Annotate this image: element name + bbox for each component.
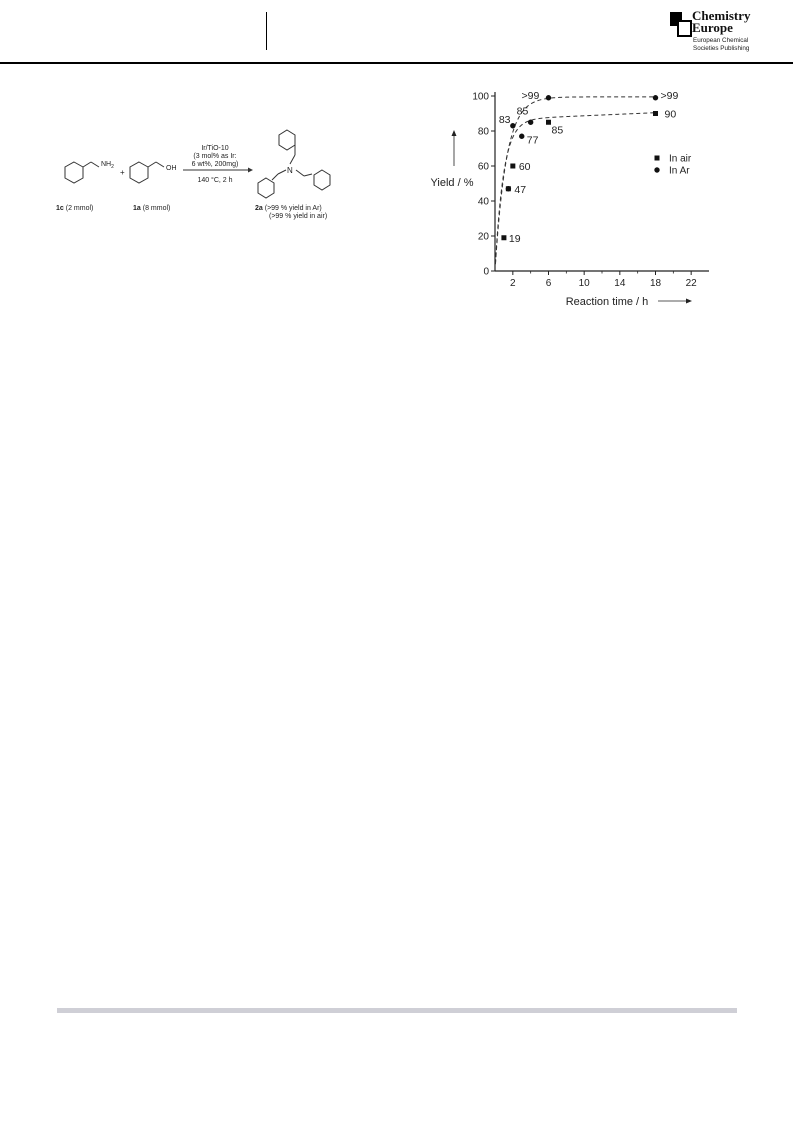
air-point	[546, 120, 551, 125]
data-label: 77	[526, 134, 539, 147]
x-tick-label: 22	[685, 278, 697, 289]
hydroxyl-group: OH	[166, 165, 177, 172]
x-tick-label: 18	[649, 278, 662, 289]
benzene-ring-1a	[130, 162, 148, 183]
catalyst-detail-2: 6 wt%, 200mg)	[191, 161, 239, 168]
y-direction-arrow-head	[452, 130, 457, 136]
header-divider	[266, 12, 267, 50]
chemistry-europe-logo[interactable]	[668, 10, 778, 56]
air-point	[653, 111, 658, 116]
y-tick-label: 40	[477, 196, 489, 208]
data-label: >99	[660, 89, 679, 102]
footer-separator	[57, 1008, 737, 1013]
nitrogen-atom: N	[287, 166, 293, 175]
arrow-head	[248, 168, 253, 173]
ar-point	[510, 123, 515, 128]
ar-point	[519, 134, 524, 139]
ar-point	[506, 186, 511, 191]
chart-axes	[452, 89, 710, 304]
y-tick-label: 80	[477, 126, 489, 138]
air-point	[510, 164, 515, 169]
ar-point	[528, 120, 533, 125]
reactant1-label: 1c (2 mmol)	[56, 205, 94, 212]
chart-legend	[654, 154, 692, 177]
product-label: 2a (>99 % yield in Ar)	[255, 205, 322, 212]
data-label: 19	[508, 232, 521, 245]
data-label: 90	[664, 108, 677, 121]
air-point	[501, 235, 506, 240]
benzene-ring-left	[258, 178, 274, 198]
x-direction-arrow-head	[686, 299, 692, 304]
data-label: 85	[516, 105, 529, 118]
x-axis-label: Reaction time / h	[565, 296, 649, 308]
legend-entry: In Ar	[669, 165, 690, 177]
legend-marker-in-air	[655, 156, 660, 161]
reactant2-label: 1a (8 mmol)	[133, 205, 171, 212]
benzene-ring-top	[279, 130, 295, 150]
x-tick-label: 2	[510, 278, 516, 289]
reaction-scheme	[50, 118, 390, 238]
catalyst-name: Ir/TiO-10	[201, 145, 229, 152]
data-label: >99	[521, 89, 540, 102]
benzene-ring-right	[314, 170, 330, 190]
reaction-conditions: 140 °C, 2 h	[197, 177, 233, 184]
x-tick-label: 14	[614, 278, 626, 289]
page-header	[0, 0, 793, 64]
logo-sub-line1: European Chemical	[693, 37, 749, 44]
catalyst-detail-1: (3 mol% as Ir:	[193, 153, 237, 160]
logo-name-line2: Europe	[692, 20, 733, 35]
data-label: 83	[498, 113, 511, 126]
plus-sign: +	[120, 168, 125, 177]
product-yield-air: (>99 % yield in air)	[269, 213, 328, 220]
data-label: 47	[514, 183, 527, 196]
legend-entry: In air	[669, 153, 692, 165]
logo-subtitle	[693, 37, 749, 52]
x-tick-label: 10	[578, 278, 590, 289]
logo-mark-icon	[670, 12, 690, 34]
logo-name-line1: Chemistry	[692, 8, 751, 23]
y-tick-label: 0	[483, 266, 489, 278]
x-tick-label: 6	[545, 278, 552, 289]
header-rule	[0, 62, 793, 64]
ar-point	[546, 95, 551, 100]
logo-sub-line2: Societies Publishing	[693, 44, 750, 52]
logo-name	[692, 10, 751, 34]
y-tick-label: 20	[477, 231, 489, 243]
y-tick-label: 60	[477, 161, 489, 173]
ar-point	[653, 95, 658, 100]
yield-chart	[420, 82, 720, 312]
amine-group: $NH_2$	[101, 161, 114, 170]
y-tick-label: 100	[472, 91, 489, 103]
legend-marker-in-ar	[654, 167, 659, 172]
y-axis-label: Yield / %	[430, 177, 474, 189]
data-label: 60	[518, 161, 531, 173]
data-label: 85	[551, 124, 564, 137]
benzene-ring-1c	[65, 162, 83, 183]
